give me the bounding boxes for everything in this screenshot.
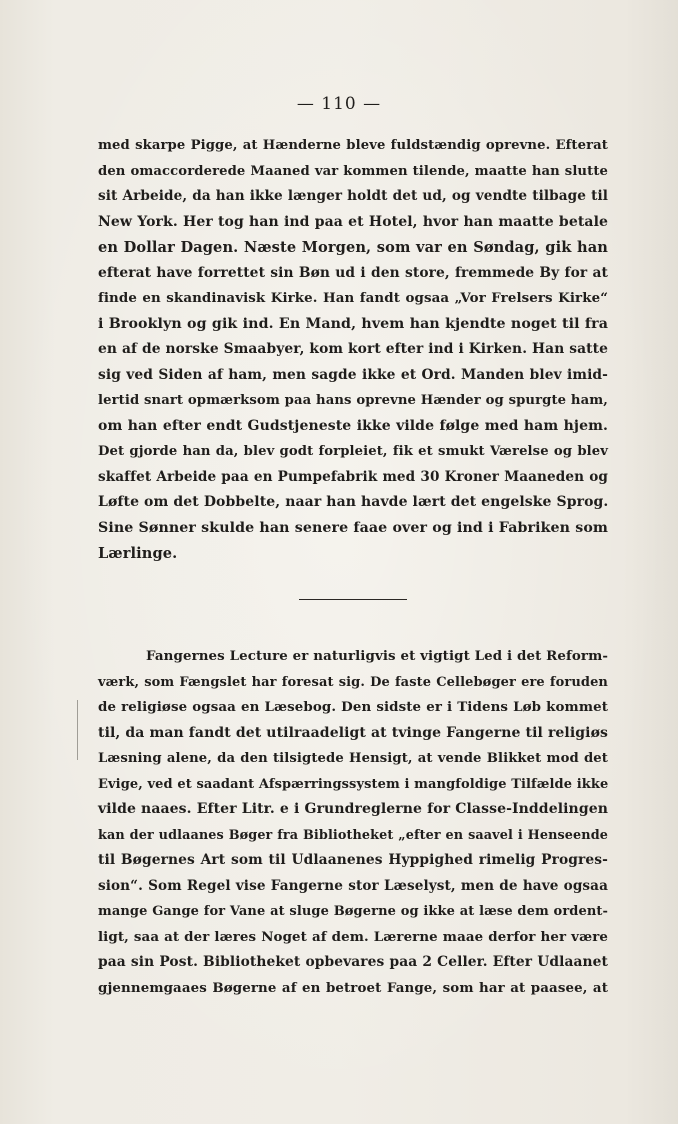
text-line: Det gjorde han da, blev godt forpleiet, fik et smukt Værelse og blev	[98, 444, 608, 459]
text-line: en af de norske Smaabyer, kom kort efter ind i Kirken. Han satte	[98, 341, 608, 357]
text-line: til Bøgernes Art som til Udlaanenes Hyppighed rimelig Progres-	[98, 852, 608, 868]
text-line: sion“. Som Regel vise Fangerne stor Læselyst, men de have ogsaa	[98, 877, 608, 894]
text-line: lertid snart opmærksom paa hans oprevne Hænder og spurgte ham,	[98, 393, 608, 408]
text-line: Læsning alene, da den tilsigtede Hensigt, at vende Blikket mod det	[98, 751, 608, 766]
text-line: sit Arbeide, da han ikke længer holdt det ud, og vendte tilbage til	[98, 188, 608, 204]
text-line: Sine Sønner skulde han senere faae over og ind i Fabriken som	[98, 519, 608, 536]
margin-pencil-mark	[77, 700, 78, 760]
section-divider	[299, 599, 407, 600]
text-line: Evige, ved et saadant Afspærringssystem i mangfoldige Tilfælde ikke	[98, 776, 609, 792]
paragraph-1	[98, 133, 608, 567]
paragraph-2	[98, 644, 608, 1001]
text-line: kan der udlaanes Bøger fra Bibliotheket „efter en saavel i Henseende	[98, 827, 608, 843]
text-line: en Dollar Dagen. Næste Morgen, som var en Søndag, gik han	[98, 239, 608, 256]
text-line: New York. Her tog han ind paa et Hotel, hvor han maatte betale	[98, 213, 608, 230]
text-line: ligt, saa at der læres Noget af dem. Lærerne maae derfor her være	[98, 928, 608, 945]
text-line: i Brooklyn og gik ind. En Mand, hvem han kjendte noget til fra	[98, 315, 608, 332]
text-line: Lærlinge.	[98, 545, 178, 562]
text-line: mange Gange for Vane at sluge Bøgerne og ikke at læse dem ordent-	[98, 904, 608, 919]
page-number: — 110 —	[296, 94, 382, 114]
text-line: om han efter endt Gudstjeneste ikke vilde følge med ham hjem.	[98, 417, 608, 434]
text-line: den omaccorderede Maaned var kommen tilende, maatte han slutte	[98, 163, 608, 179]
text-line: gjennemgaaes Bøgerne af en betroet Fange, som har at paasee, at	[98, 979, 608, 996]
text-line: finde en skandinavisk Kirke. Han fandt ogsaa „Vor Frelsers Kirke“	[98, 290, 608, 306]
text-line: værk, som Fængslet har foresat sig. De faste Cellebøger ere foruden	[98, 674, 608, 690]
text-line: paa sin Post. Bibliotheket opbevares paa 2 Celler. Efter Udlaanet	[98, 954, 608, 970]
text-line: til, da man fandt det utilraadeligt at tvinge Fangerne til religiøs	[98, 724, 608, 741]
text-line: efterat have forrettet sin Bøn ud i den store, fremmede By for at	[98, 264, 608, 281]
text-line: med skarpe Pigge, at Hænderne bleve fuldstændig oprevne. Efterat	[98, 138, 608, 153]
text-line: de religiøse ogsaa en Læsebog. Den sidste er i Tidens Løb kommet	[98, 699, 608, 715]
text-line: sig ved Siden af ham, men sagde ikke et Ord. Manden blev imid-	[98, 366, 608, 383]
text-line: skaffet Arbeide paa en Pumpefabrik med 30 Kroner Maaneden og	[98, 468, 608, 485]
text-line: Løfte om det Dobbelte, naar han havde lært det engelske Sprog.	[98, 494, 609, 510]
text-line: vilde naaes. Efter Litr. e i Grundreglerne for Classe-Inddelingen	[98, 801, 608, 817]
text-line: Fangernes Lecture er naturligvis et vigtigt Led i det Reform-	[146, 648, 608, 664]
